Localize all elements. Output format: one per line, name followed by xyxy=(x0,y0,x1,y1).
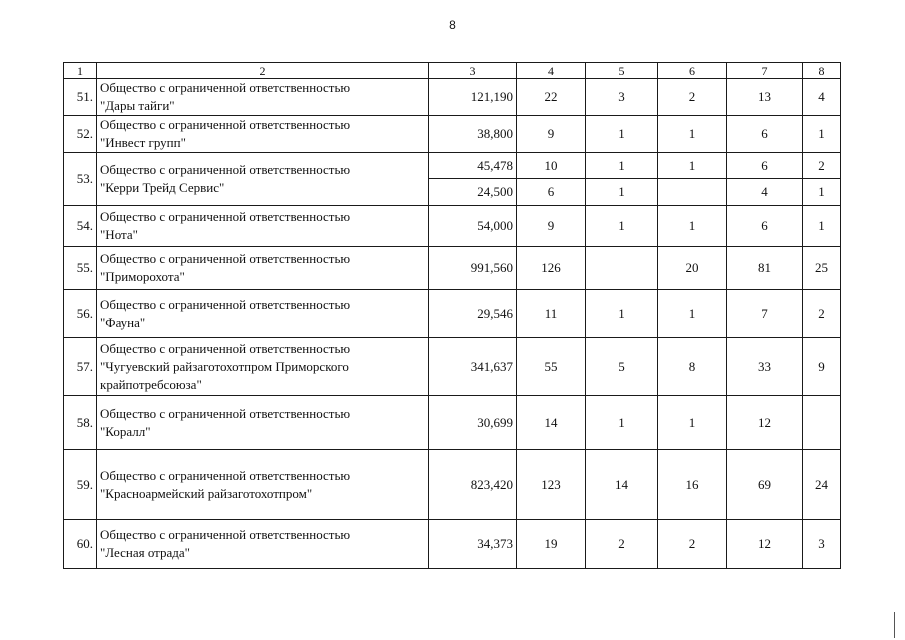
organization-name-line: "Приморохота" xyxy=(100,269,185,284)
value-col-4: 9 xyxy=(517,206,586,247)
organization-name-line: "Нота" xyxy=(100,227,138,242)
value-col-8: 1 xyxy=(803,116,841,153)
value-col-6: 1 xyxy=(658,206,727,247)
margin-mark xyxy=(894,612,895,638)
organization-name-line: "Инвест групп" xyxy=(100,135,186,150)
organization-name-line: "Красноармейский райзаготохотпром" xyxy=(100,485,313,501)
organization-name xyxy=(97,153,429,206)
table-row xyxy=(64,396,841,450)
quota-table xyxy=(63,62,841,569)
value-col-7: 7 xyxy=(727,290,803,338)
value-col-3: 823,420 xyxy=(429,450,517,520)
organization-name-line: "Дары тайги" xyxy=(100,98,175,113)
value-col-6: 2 xyxy=(658,79,727,116)
row-number: 60. xyxy=(64,520,97,569)
organization-name-line: Общество с ограниченной ответственностью xyxy=(100,296,351,312)
value-col-3: 121,190 xyxy=(429,79,517,116)
header-col-2: 2 xyxy=(97,63,429,79)
header-col-8: 8 xyxy=(803,63,841,79)
organization-name-line: Общество с ограниченной ответственностью xyxy=(100,162,351,177)
value-col-4: 19 xyxy=(517,520,586,569)
row-number: 55. xyxy=(64,247,97,290)
row-number: 58. xyxy=(64,396,97,450)
value-col-4: 126 xyxy=(517,247,586,290)
table-row xyxy=(64,247,841,290)
value-col-6: 2 xyxy=(658,520,727,569)
value-col-4: 14 xyxy=(517,396,586,450)
row-number: 53. xyxy=(64,153,97,206)
value-col-7: 13 xyxy=(727,79,803,116)
value-col-7: 33 xyxy=(727,338,803,396)
value-col-4: 9 xyxy=(517,116,586,153)
value-col-6: 16 xyxy=(658,450,727,520)
row-number: 54. xyxy=(64,206,97,247)
organization-name xyxy=(97,206,429,247)
value-col-3: 45,478 xyxy=(429,153,517,179)
table-header xyxy=(64,63,841,79)
value-col-3: 30,699 xyxy=(429,396,517,450)
value-col-4: 10 xyxy=(517,153,586,179)
value-col-6: 1 xyxy=(658,290,727,338)
header-col-6: 6 xyxy=(658,63,727,79)
organization-name-line: Общество с ограниченной ответственностью xyxy=(100,527,351,542)
organization-name xyxy=(97,450,429,520)
value-col-4: 123 xyxy=(517,450,586,520)
table-row xyxy=(64,116,841,153)
value-col-5: 3 xyxy=(586,79,658,116)
organization-name-line: Общество с ограниченной ответственностью xyxy=(100,80,351,95)
value-col-4: 11 xyxy=(517,290,586,338)
value-col-8: 3 xyxy=(803,520,841,569)
value-col-3: 38,800 xyxy=(429,116,517,153)
value-col-6: 1 xyxy=(658,396,727,450)
table-row xyxy=(64,520,841,569)
value-col-4: 6 xyxy=(517,179,586,206)
header-col-7: 7 xyxy=(727,63,803,79)
value-col-7: 6 xyxy=(727,206,803,247)
value-col-8: 4 xyxy=(803,79,841,116)
row-number: 56. xyxy=(64,290,97,338)
table-row-part xyxy=(64,153,841,179)
organization-name-line: Общество с ограниченной ответственностью xyxy=(100,117,351,132)
table-row xyxy=(64,206,841,247)
organization-name-line: крайпотребсоюза" xyxy=(100,376,202,392)
organization-name xyxy=(97,290,429,338)
organization-name-line: Общество с ограниченной ответственностью xyxy=(100,251,351,266)
header-col-1: 1 xyxy=(64,63,97,79)
table-row xyxy=(64,290,841,338)
header-col-3: 3 xyxy=(429,63,517,79)
value-col-8: 2 xyxy=(803,290,841,338)
value-col-8: 1 xyxy=(803,206,841,247)
value-col-6: 20 xyxy=(658,247,727,290)
value-col-3: 24,500 xyxy=(429,179,517,206)
row-number: 52. xyxy=(64,116,97,153)
organization-name xyxy=(97,396,429,450)
value-col-4: 55 xyxy=(517,338,586,396)
organization-name-line: Общество с ограниченной ответственностью xyxy=(100,209,351,224)
organization-name-line: "Фауна" xyxy=(100,314,146,330)
value-col-5: 2 xyxy=(586,520,658,569)
organization-name xyxy=(97,79,429,116)
table-row xyxy=(64,79,841,116)
table-body xyxy=(64,79,841,569)
table-row xyxy=(64,450,841,520)
organization-name xyxy=(97,116,429,153)
value-col-7: 69 xyxy=(727,450,803,520)
value-col-5: 1 xyxy=(586,396,658,450)
value-col-6: 8 xyxy=(658,338,727,396)
value-col-5: 1 xyxy=(586,290,658,338)
organization-name-line: Общество с ограниченной ответственностью xyxy=(100,340,351,356)
value-col-7: 81 xyxy=(727,247,803,290)
header-col-4: 4 xyxy=(517,63,586,79)
table-row xyxy=(64,338,841,396)
value-col-7: 4 xyxy=(727,179,803,206)
value-col-7: 6 xyxy=(727,153,803,179)
value-col-3: 34,373 xyxy=(429,520,517,569)
value-col-5: 14 xyxy=(586,450,658,520)
value-col-5 xyxy=(586,247,658,290)
value-col-7: 6 xyxy=(727,116,803,153)
value-col-6: 1 xyxy=(658,116,727,153)
value-col-3: 54,000 xyxy=(429,206,517,247)
organization-name xyxy=(97,520,429,569)
value-col-3: 991,560 xyxy=(429,247,517,290)
value-col-3: 29,546 xyxy=(429,290,517,338)
header-col-5: 5 xyxy=(586,63,658,79)
value-col-8: 24 xyxy=(803,450,841,520)
row-number: 51. xyxy=(64,79,97,116)
row-number: 57. xyxy=(64,338,97,396)
page-number: 8 xyxy=(449,18,456,32)
organization-name xyxy=(97,247,429,290)
value-col-5: 1 xyxy=(586,153,658,179)
value-col-5: 1 xyxy=(586,179,658,206)
organization-name-line: "Керри Трейд Сервис" xyxy=(100,180,225,195)
value-col-4: 22 xyxy=(517,79,586,116)
organization-name-line: Общество с ограниченной ответственностью xyxy=(100,467,351,483)
row-number: 59. xyxy=(64,450,97,520)
value-col-8: 1 xyxy=(803,179,841,206)
organization-name-line: Общество с ограниченной ответственностью xyxy=(100,405,351,421)
value-col-3: 341,637 xyxy=(429,338,517,396)
value-col-7: 12 xyxy=(727,520,803,569)
value-col-8: 2 xyxy=(803,153,841,179)
organization-name-line: "Лесная отрада" xyxy=(100,545,190,560)
organization-name-line: "Коралл" xyxy=(100,423,151,439)
organization-name xyxy=(97,338,429,396)
value-col-8: 9 xyxy=(803,338,841,396)
value-col-6: 1 xyxy=(658,153,727,179)
value-col-5: 1 xyxy=(586,206,658,247)
value-col-5: 5 xyxy=(586,338,658,396)
value-col-5: 1 xyxy=(586,116,658,153)
organization-name-line: "Чугуевский райзаготохотпром Приморского xyxy=(100,358,349,374)
header-row xyxy=(64,63,841,79)
value-col-8 xyxy=(803,396,841,450)
value-col-6 xyxy=(658,179,727,206)
value-col-7: 12 xyxy=(727,396,803,450)
value-col-8: 25 xyxy=(803,247,841,290)
